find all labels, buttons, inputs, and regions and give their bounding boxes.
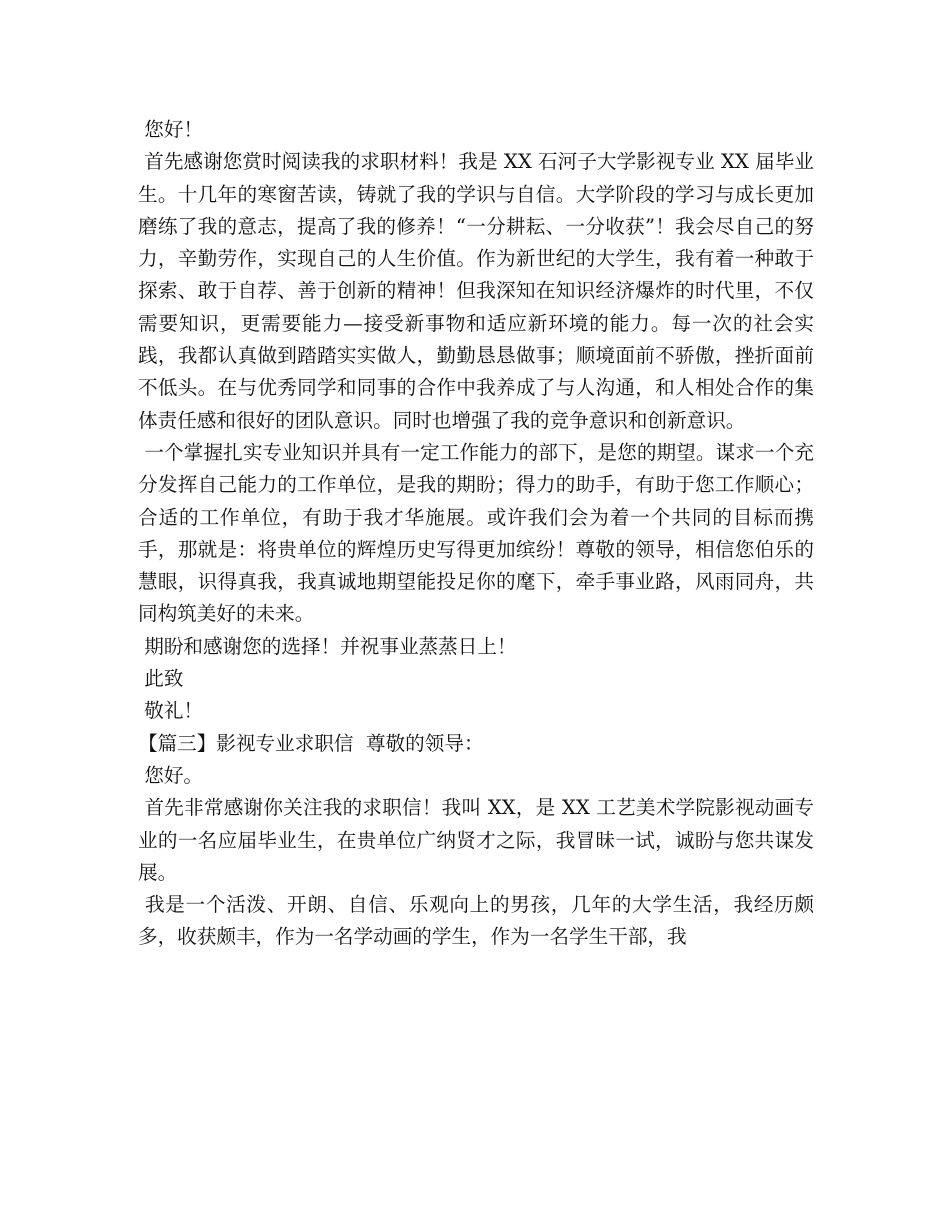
- body-paragraph-expectation: 一个掌握扎实专业知识并具有一定工作能力的部下，是您的期望。谋求一个充分发挥自己能力的工作单位，是我的期盼；得力的助手，有助于您工作顺心；合适的工作单位，有助于我才华施展。或许我们会为着一个共同的目标而携手，那就是：将贵单位的辉煌历史写得更加缤纷！尊敬的领导，相信您伯乐的慧眼，识得真我，我真诚地期望能投足你的麾下，牵手事业路，风雨同舟，共同构筑美好的未来。: [138, 440, 815, 626]
- closing-cizhi-line: 此致: [138, 667, 184, 691]
- letter-body: [138, 114, 814, 954]
- body-paragraph-self-intro: 我是一个活泼、开朗、自信、乐观向上的男孩，几年的大学生活，我经历颇多，收获颇丰，作为一名学动画的学生，作为一名学生干部，我: [138, 893, 814, 949]
- closing-wish-line: 期盼和感谢您的选择！并祝事业蒸蒸日上！: [138, 634, 517, 658]
- body-paragraph-thanks: 首先非常感谢你关注我的求职信！我叫 XX，是 XX 工艺美术学院影视动画专业的一名应届毕业生，在贵单位广纳贤才之际，我冒昧一试，诚盼与您共谋发展。: [138, 796, 814, 884]
- section-heading: 【篇三】影视专业求职信 尊敬的领导：: [138, 731, 484, 755]
- greeting-line-2: 您好。: [138, 763, 204, 787]
- body-paragraph-intro: 首先感谢您赏时阅读我的求职材料！我是 XX 石河子大学影视专业 XX 届毕业生。十几年的寒窗苦读，铸就了我的学识与自信。大学阶段的学习与成长更加磨练了我的意志，提高了我的修养！“一分耕耘、一分收获”！我会尽自己的努力，辛勤劳作，实现自己的人生价值。作为新世纪的大学生，我有着一种敢于探索、敢于自荐、善于创新的精神！但我深知在知识经济爆炸的时代里，不仅需要知识，更需要能力—接受新事物和适应新环境的能力。每一次的社会实践，我都认真做到踏踏实实做人，勤勤恳恳做事；顺境面前不骄傲，挫折面前不低头。在与优秀同学和同事的合作中我养成了与人沟通，和人相处合作的集体责任感和很好的团队意识。同时也增强了我的竞争意识和创新意识。: [138, 150, 814, 432]
- greeting-line: 您好！: [138, 118, 204, 141]
- closing-jingli-line: 敬礼！: [138, 699, 204, 723]
